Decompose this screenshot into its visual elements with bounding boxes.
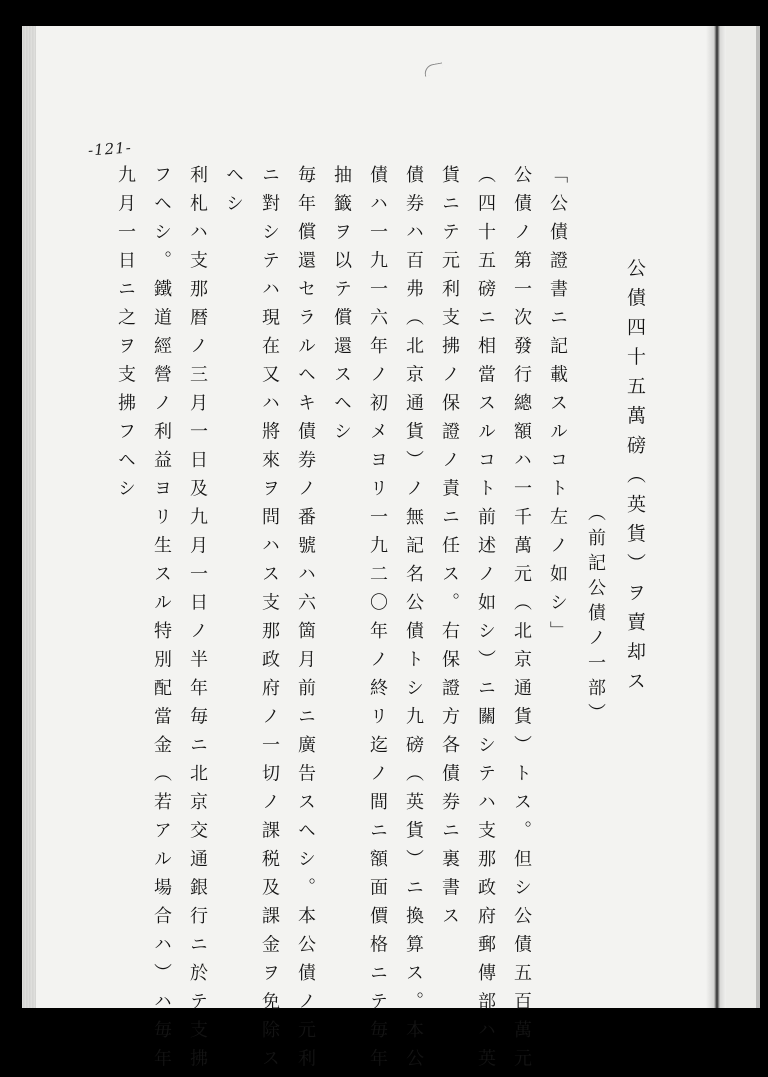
text-column: 公債ノ第一次發行總額ハ一千萬元（北京通貨）トス。但シ公債五百萬元: [511, 165, 532, 1077]
page-number: -121-: [87, 138, 133, 160]
adjacent-page-edge: [726, 26, 756, 1008]
text-column: 九月一日ニ之ヲ支拂フヘシ: [115, 165, 136, 507]
text-column: 「公債證書ニ記載スルコト左ノ如シ」: [547, 165, 568, 650]
text-column: 毎年償還セラルヘキ債券ノ番號ハ六箇月前ニ廣告スヘシ。本公債ノ元利: [295, 165, 316, 1077]
page-gutter-edge: [22, 26, 36, 1008]
text-column: 債ハ一九一六年ノ初メヨリ一九二〇年ノ終リ迄ノ間ニ額面價格ニテ毎年: [367, 165, 388, 1077]
text-column: 債券ハ百弗（北京通貨）ノ無記名公債トシ九磅（英貨）ニ換算ス。本公: [403, 165, 424, 1077]
text-column: フヘシ。鐵道經營ノ利益ヨリ生スル特別配當金（若アル場合ハ）ハ毎年: [151, 165, 172, 1077]
adjacent-page-border: [756, 26, 760, 1008]
book-fold: [706, 26, 726, 1008]
text-column: ニ對シテハ現在又ハ將來ヲ問ハス支那政府ノ一切ノ課税及課金ヲ免除ス: [259, 165, 280, 1077]
text-column: 抽籤ヲ以テ償還スヘシ: [331, 165, 352, 450]
text-column: 貨ニテ元利支拂ノ保證ノ責ニ任ス。右保證方各債券ニ裏書ス: [439, 165, 460, 935]
text-column: （四十五磅ニ相當スルコト前述ノ如シ）ニ關シテハ支那政府郵傳部ハ英: [475, 165, 496, 1077]
document-subtitle: （前記公債ノ一部）: [585, 503, 606, 728]
document-title: 公債四十五萬磅（英貨）ヲ賣却ス: [624, 258, 646, 701]
text-column: ヘシ: [223, 165, 244, 222]
text-column: 利札ハ支那暦ノ三月一日及九月一日ノ半年毎ニ北京交通銀行ニ於テ支拂: [187, 165, 208, 1077]
